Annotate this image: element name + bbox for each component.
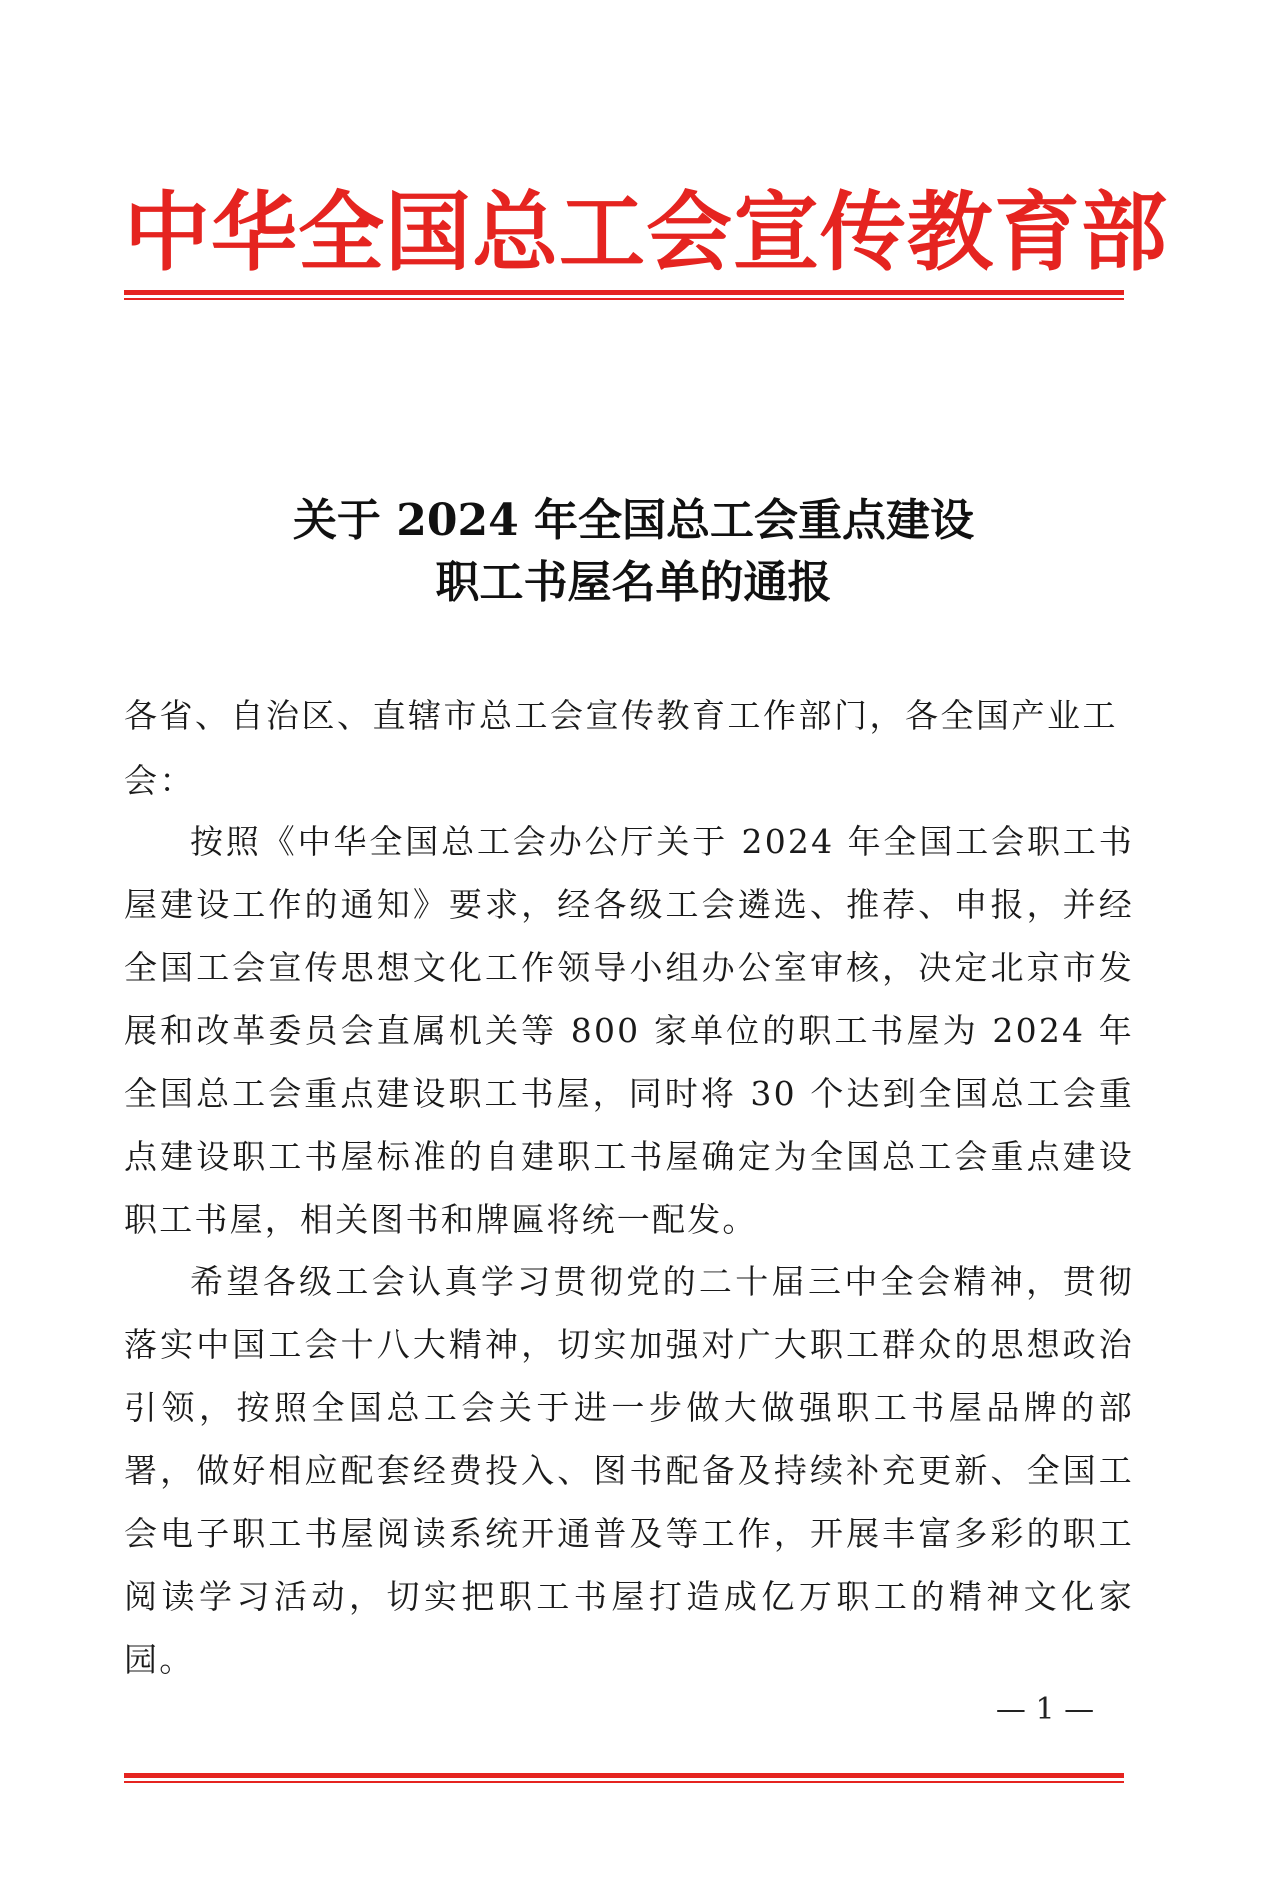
body-paragraph-2: 希望各级工会认真学习贯彻党的二十届三中全会精神，贯彻落实中国工会十八大精神，切实加强对广大职工群众的思想政治引领，按照全国总工会关于进一步做大做强职工书屋品牌的部署，做好相应配套经费投入、图书配备及持续补充更新、全国工会电子职工书屋阅读系统开通普及等工作，开展丰富多彩的职工阅读学习活动，切实把职工书屋打造成亿万职工的精神文化家园。 bbox=[124, 1262, 1134, 1679]
body-paragraph-1: 按照《中华全国总工会办公厅关于 2024 年全国工会职工书屋建设工作的通知》要求，经各级工会遴选、推荐、申报，并经全国工会宣传思想文化工作领导小组办公室审核，决定北京市发展和改革委员会直属机关等 800 家单位的职工书屋为 2024 年全国总工会重点建设职工书屋，同时将 30 个达到全国总工会重点建设职工书屋标准的自建职工书屋确定为全国总工会重点建设职工书屋，相关图书和牌匾将统一配发。 bbox=[124, 822, 1134, 1239]
footer-divider bbox=[124, 1773, 1124, 1784]
header-divider bbox=[124, 290, 1124, 301]
organization-letterhead: 中华全国总工会宣传教育部 bbox=[124, 182, 1168, 283]
salutation: 各省、自治区、直辖市总工会宣传教育工作部门，各全国产业工会： bbox=[124, 696, 1118, 800]
footer-divider-thick-line bbox=[124, 1773, 1124, 1778]
document-title-line-1: 关于 2024 年全国总工会重点建设 bbox=[292, 495, 975, 546]
footer-divider-thin-line bbox=[124, 1781, 1124, 1783]
page-number: — 1 — bbox=[995, 1692, 1095, 1727]
document-title-line-2: 职工书屋名单的通报 bbox=[435, 557, 832, 608]
header-divider-thin-line bbox=[124, 298, 1124, 300]
header-divider-thick-line bbox=[124, 290, 1124, 295]
